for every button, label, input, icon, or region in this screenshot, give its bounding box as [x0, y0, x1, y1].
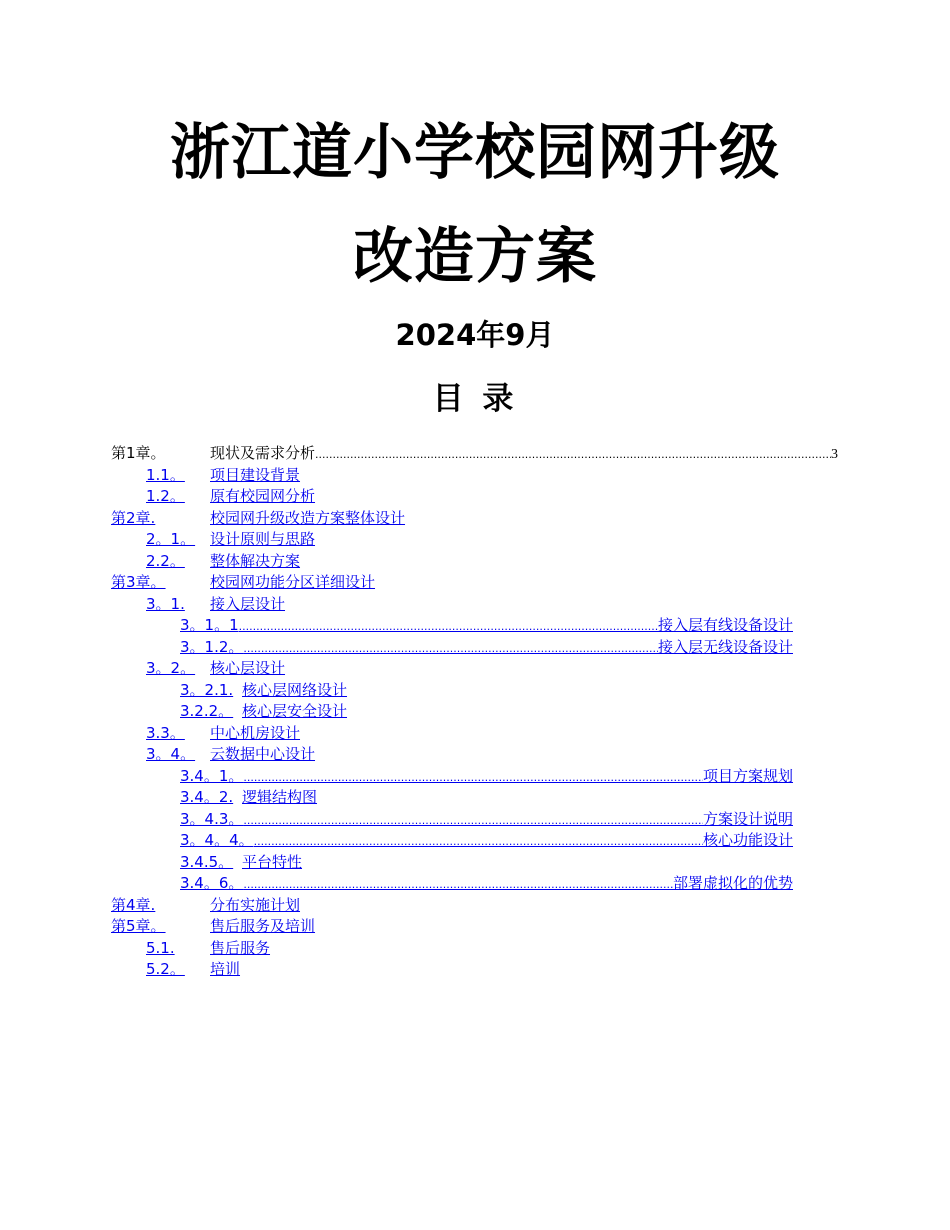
toc-number: 3.4。1。	[180, 767, 244, 785]
toc-entry-2-2[interactable]	[146, 551, 300, 572]
toc-leader-dots	[315, 444, 831, 465]
toc-entry-3-2-1[interactable]	[180, 680, 347, 701]
toc-number: 3.4.5。	[180, 853, 234, 871]
toc-entry-3-2[interactable]	[146, 658, 285, 679]
toc-entry-3-4[interactable]	[146, 744, 315, 765]
toc-leader-dots	[243, 767, 703, 788]
toc-title: 校园网功能分区详细设计	[210, 573, 376, 591]
toc-entry-chapter-4[interactable]	[111, 895, 300, 916]
toc-number: 1.2。	[146, 487, 185, 505]
toc-number: 3.4。6。	[180, 874, 244, 892]
toc-entry-3-1-2[interactable]	[180, 637, 793, 658]
toc-leader-dots	[254, 831, 703, 852]
toc-entry-3-3[interactable]	[146, 723, 300, 744]
toc-title: 部署虚拟化的优势	[672, 874, 793, 892]
toc-leader-dots	[239, 616, 658, 637]
toc-title: 核心层网络设计	[242, 681, 348, 699]
toc-entry-1-1[interactable]	[146, 465, 300, 486]
toc-number: 3。2。	[146, 659, 196, 677]
toc-entry-3-4-6[interactable]	[180, 873, 793, 894]
toc-number: 3。1.2。	[180, 638, 244, 656]
toc-title: 中心机房设计	[210, 724, 301, 742]
toc-leader-dots	[243, 810, 703, 831]
toc-title: 云数据中心设计	[210, 745, 316, 763]
toc-number: 2。1。	[146, 530, 196, 548]
toc-entry-3-1[interactable]	[146, 594, 285, 615]
toc-entry-3-4-5[interactable]	[180, 852, 302, 873]
toc-title: 平台特性	[242, 853, 303, 871]
toc-number: 1.1。	[146, 466, 185, 484]
toc-title: 整体解决方案	[210, 552, 301, 570]
toc-title: 核心层设计	[210, 659, 286, 677]
toc-leader-dots	[243, 638, 658, 659]
toc-number: 2.2。	[146, 552, 185, 570]
toc-number: 5.2。	[146, 960, 185, 978]
toc-number: 3.4。2.	[180, 788, 234, 806]
toc-title: 设计原则与思路	[210, 530, 316, 548]
toc-title: 现状及需求分析	[210, 444, 316, 462]
toc-number: 第5章。	[111, 917, 166, 935]
toc-page-number: 3	[831, 447, 838, 462]
toc-number: 第3章。	[111, 573, 166, 591]
toc-number: 3.2.2。	[180, 702, 234, 720]
toc-title: 校园网升级改造方案整体设计	[210, 509, 406, 527]
document-date: 2024年9月	[395, 318, 555, 352]
toc-entry-3-4-1[interactable]	[180, 766, 793, 787]
toc-number: 5.1.	[146, 939, 175, 957]
toc-entry-5-1[interactable]	[146, 938, 270, 959]
toc-number: 3。1。1	[180, 616, 239, 634]
toc-title: 接入层设计	[210, 595, 286, 613]
toc-title: 核心功能设计	[702, 831, 793, 849]
toc-number: 第1章。	[111, 444, 166, 462]
toc-number: 3。4.3。	[180, 810, 244, 828]
toc-entry-5-2[interactable]	[146, 959, 240, 980]
toc-number: 3。4。	[146, 745, 196, 763]
toc-entry-3-4-4[interactable]	[180, 830, 793, 851]
document-title-line-1: 浙江道小学校园网升级	[170, 118, 780, 188]
toc-title: 原有校园网分析	[210, 487, 316, 505]
toc-title: 售后服务及培训	[210, 917, 316, 935]
toc-number: 3。4。4。	[180, 831, 254, 849]
toc-number: 第4章.	[111, 896, 156, 914]
toc-leader-dots	[243, 874, 673, 895]
toc-heading: 目 录	[432, 381, 518, 417]
toc-number: 3。1.	[146, 595, 185, 613]
toc-entry-chapter-2[interactable]	[111, 508, 405, 529]
toc-title: 分布实施计划	[210, 896, 301, 914]
toc-entry-3-4-2[interactable]	[180, 787, 317, 808]
toc-entry-2-1[interactable]	[146, 529, 315, 550]
toc-entry-chapter-5[interactable]	[111, 916, 315, 937]
toc-title: 售后服务	[210, 939, 271, 957]
toc-title: 核心层安全设计	[242, 702, 348, 720]
toc-title: 接入层有线设备设计	[657, 616, 793, 634]
toc-number: 3。2.1.	[180, 681, 234, 699]
toc-title: 项目建设背景	[210, 466, 301, 484]
toc-entry-chapter-1[interactable]	[111, 443, 838, 464]
toc-entry-3-1-1[interactable]	[180, 615, 793, 636]
toc-entry-3-4-3[interactable]	[180, 809, 793, 830]
toc-number: 第2章.	[111, 509, 156, 527]
toc-entry-chapter-3[interactable]	[111, 572, 375, 593]
document-title-line-2: 改造方案	[353, 222, 597, 292]
toc-title: 培训	[210, 960, 241, 978]
toc-title: 方案设计说明	[702, 810, 793, 828]
toc-title: 项目方案规划	[702, 767, 793, 785]
toc-number: 3.3。	[146, 724, 185, 742]
toc-title: 接入层无线设备设计	[657, 638, 793, 656]
toc-entry-3-2-2[interactable]	[180, 701, 347, 722]
toc-title: 逻辑结构图	[242, 788, 318, 806]
toc-entry-1-2[interactable]	[146, 486, 315, 507]
